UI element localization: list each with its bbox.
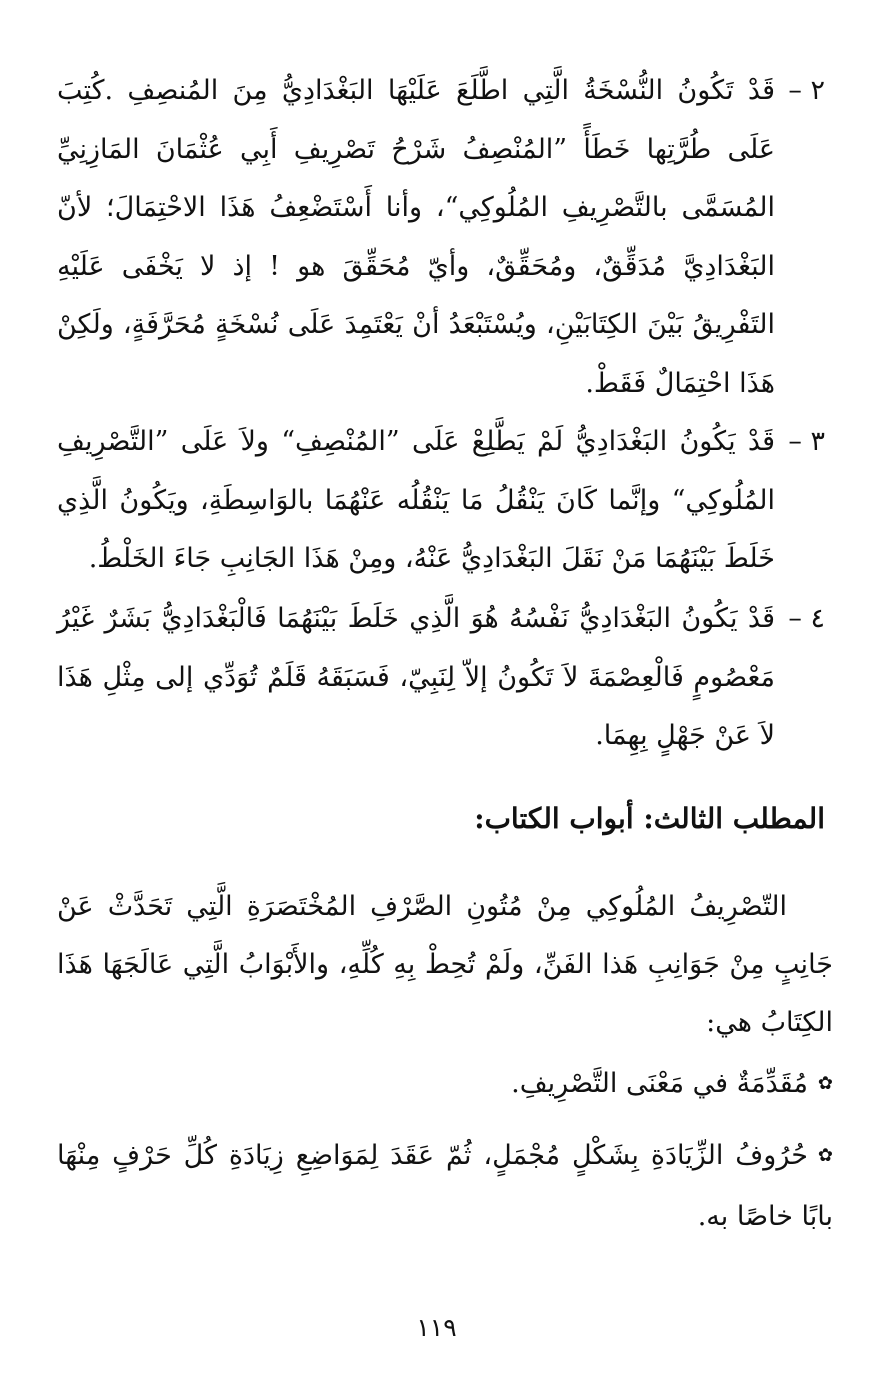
section-heading: المطلب الثالث: أبواب الكتاب: — [474, 802, 825, 835]
bullet-text: حُرُوفُ الزِّيَادَةِ بِشَكْلٍ مُجْمَلٍ، ثُمّ عَقَدَ لِمَوَاضِعِ زِيَادَةِ كُلِّ حَرْفٍ مِنْهَا بابًا خاصًا به. — [57, 1140, 833, 1232]
bullet-item-1 — [57, 1055, 833, 1116]
item-text: قَدْ يَكُونُ البَغْدَادِيُّ نَفْسُهُ هُوَ الَّذِي خَلَطَ بَيْنَهُمَا فَالْبَغْدَادِيُّ بَشَرٌ غَيْرُ مَعْصُومٍ فَالْعِصْمَةَ لاَ تَكُونُ إلاّ لِنَبِيّ، فَسَبَقَهُ قَلَمٌ تُوَدِّي إلى مِثْلِ هَذَا لاَ عَنْ جَهْلٍ بِهِمَا. — [57, 603, 775, 751]
item-number: ٤ – — [788, 603, 825, 634]
flower-bullet-icon: ✿ — [817, 1073, 833, 1094]
item-number: ٣ – — [788, 426, 825, 457]
list-item-3 — [57, 413, 825, 589]
item-text: قَدْ تَكُونُ النُّسْخَةُ الَّتِي اطَّلَعَ عَلَيْهَا البَغْدَادِيُّ مِنَ المُنصِفِ .كُتِبَ عَلَى طُرَّتِها خَطَأً ”المُنْصِفُ شَرْحُ تَصْرِيفِ أَبِي عُثْمَانَ المَازِنِيِّ المُسَمَّى بالتَّصْرِيفِ المُلُوكِي“، وأنا أَسْتَضْعِفُ هَذَا الاحْتِمَالَ؛ لأنّ البَغْدَادِيَّ مُدَقِّقٌ، ومُحَقِّقٌ، وأيّ مُحَقِّقَ هو ! إذ لا يَخْفَى عَلَيْهِ التَفْرِيقُ بَيْنَ الكِتَابَيْنِ، ويُسْتَبْعَدُ أنْ يَعْتَمِدَ عَلَى نُسْخَةٍ مُحَرَّفَةٍ، ولَكِنْ هَذَا احْتِمَالٌ فَقَطْ. — [57, 75, 775, 399]
flower-bullet-icon: ✿ — [817, 1145, 833, 1166]
list-item-2 — [57, 62, 825, 413]
bullet-text: مُقَدِّمَةٌ في مَعْنَى التَّصْرِيفِ. — [511, 1068, 808, 1099]
bullet-item-2 — [57, 1127, 833, 1246]
item-text: قَدْ يَكُونُ البَغْدَادِيُّ لَمْ يَطَّلِعْ عَلَى ”المُنْصِفِ“ ولاَ عَلَى ”التَّصْرِيفِ المُلُوكِي“ وإنَّما كَانَ يَنْقُلُ مَا يَنْقُلُه عَنْهُمَا بالوَاسِطَةِ، ويَكُونُ الَّذِي خَلَطَ بَيْنَهُمَا مَنْ نَقَلَ البَغْدَادِيُّ عَنْهُ، ومِنْ هَذَا الجَانِبِ جَاءَ الخَلْطُ. — [57, 426, 775, 574]
item-number: ٢ – — [788, 75, 825, 106]
page-number: ١١٩ — [416, 1313, 457, 1342]
body-paragraph: التّصْرِيفُ المُلُوكِي مِنْ مُتُونِ الصَّرْفِ المُخْتَصَرَةِ الَّتِي تَحَدَّثْ عَنْ جَانِبٍ مِنْ جَوَانِبِ هَذا الفَنِّ، ولَمْ تُحِطْ بِهِ كُلِّهِ، والأَبْوَابُ الَّتِي عَالَجَهَا هَذَا الكِتَابُ هي: — [57, 891, 833, 1038]
list-item-4 — [57, 590, 825, 766]
